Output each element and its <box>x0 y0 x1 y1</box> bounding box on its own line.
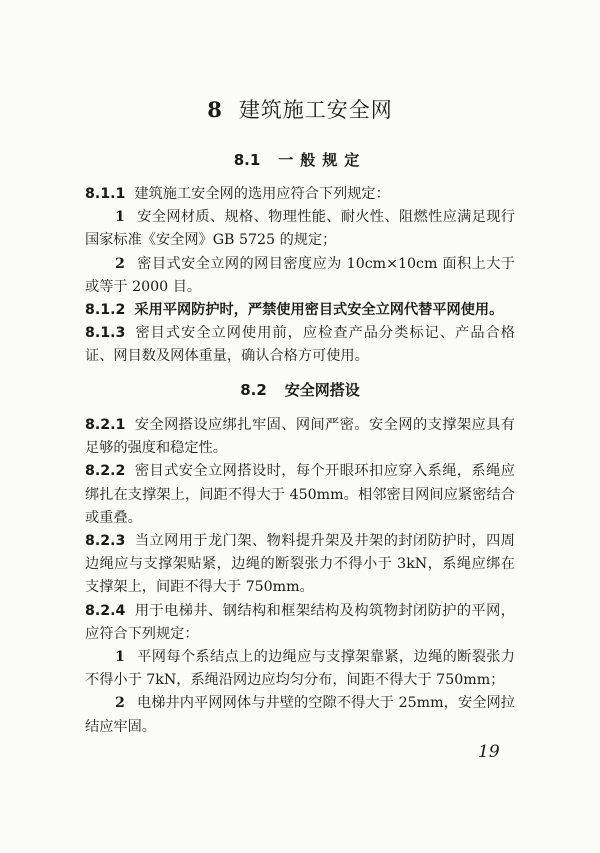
clause-8-1-1 <box>85 183 515 206</box>
chapter-heading <box>0 94 600 124</box>
section-8-1-body <box>85 183 515 369</box>
section-heading-8-2 <box>0 379 600 400</box>
section-title: 一般规定 <box>278 151 367 169</box>
clause-8-2-1 <box>85 414 515 460</box>
clause-text: 密目式安全立网搭设时，每个开眼环扣应穿入系绳，系绳应绑扎在支撑架上，间距不得大于 450mm。相邻密目网间应紧密结合或重叠。 <box>85 463 515 526</box>
clause-number: 8.1.3 <box>85 325 126 342</box>
clause-8-1-1-item-1 <box>85 206 515 252</box>
item-number: 2 <box>115 255 125 272</box>
clause-8-1-2 <box>85 299 515 322</box>
clause-8-2-3 <box>85 530 515 600</box>
clause-8-2-4-item-1 <box>85 646 515 692</box>
item-text: 密目式安全立网的网目密度应为 10cm×10cm 面积上大于或等于 2000 目。 <box>85 255 515 295</box>
item-text: 安全网材质、规格、物理性能、耐火性、阻燃性应满足现行国家标准《安全网》GB 5725 的规定； <box>85 209 515 249</box>
clause-text: 安全网搭设应绑扎牢固、网间严密。安全网的支撑架应具有足够的强度和稳定性。 <box>85 417 515 457</box>
section-title: 安全网搭设 <box>284 381 360 399</box>
clause-text-mandatory: 采用平网防护时，严禁使用密目式安全立网代替平网使用。 <box>134 302 504 319</box>
clause-number: 8.2.3 <box>85 533 126 550</box>
section-number: 8.2 <box>240 381 267 399</box>
clause-number: 8.1.2 <box>85 302 126 319</box>
section-8-2-body <box>85 414 515 739</box>
chapter-number: 8 <box>207 97 223 122</box>
item-text: 平网每个系结点上的边绳应与支撑架靠紧，边绳的断裂张力不得小于 7kN，系绳沿网边应均匀分布，间距不得大于 750mm； <box>85 649 515 689</box>
clause-text: 用于电梯井、钢结构和框架结构及构筑物封闭防护的平网，应符合下列规定： <box>85 602 515 642</box>
clause-8-1-3 <box>85 322 515 368</box>
clause-text: 当立网用于龙门架、物料提升架及井架的封闭防护时，四周边绳应与支撑架贴紧，边绳的断裂张力不得小于 3kN，系绳应绑在支撑架上，间距不得大于 750mm。 <box>85 533 515 596</box>
clause-8-2-4-item-2 <box>85 692 515 738</box>
chapter-title: 建筑施工安全网 <box>238 98 393 122</box>
section-heading-8-1 <box>0 149 600 170</box>
item-number: 1 <box>115 209 125 226</box>
clause-8-2-2 <box>85 460 515 530</box>
section-number: 8.1 <box>233 151 261 169</box>
clause-number: 8.2.4 <box>85 602 126 619</box>
clause-text: 建筑施工安全网的选用应符合下列规定： <box>134 186 390 202</box>
page-number: 19 <box>478 742 500 762</box>
item-number: 1 <box>115 649 125 666</box>
clause-8-2-4 <box>85 600 515 646</box>
item-text: 电梯井内平网网体与井壁的空隙不得大于 25mm，安全网拉结应牢固。 <box>85 695 515 735</box>
clause-text: 密目式安全立网使用前，应检查产品分类标记、产品合格证、网目数及网体重量，确认合格方可使用。 <box>85 325 515 365</box>
clause-number: 8.2.1 <box>85 417 126 433</box>
item-number: 2 <box>115 695 125 712</box>
clause-number: 8.2.2 <box>85 463 126 480</box>
clause-8-1-1-item-2 <box>85 253 515 299</box>
clause-number: 8.1.1 <box>85 186 126 202</box>
